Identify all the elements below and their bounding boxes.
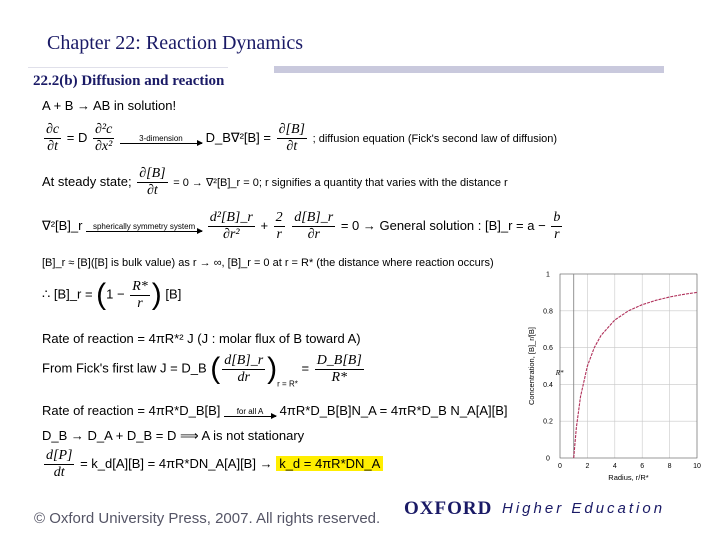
x-axis-label: Radius, r/R* [608, 473, 649, 482]
concentration-solution: ∴ [B]_r = (1 − $\frac{R*}{r}$ ) [B] [42, 278, 182, 311]
r-star-annotation: R* [555, 369, 564, 378]
copyright-notice: © Oxford University Press, 2007. All rights reserved. [34, 510, 381, 527]
x-tick-label: 0 [558, 463, 562, 470]
fraction: $\frac{d[B]\_r}{dr}$ [224, 352, 264, 385]
fraction: $\frac{\partial[B]}{\partial t}$ [278, 122, 305, 154]
y-tick-label: 0 [546, 455, 550, 463]
y-tick-label: 1 [546, 271, 550, 279]
section-subtitle: 22.2(b) Diffusion and reaction [33, 73, 225, 89]
fraction: $\frac{D\_B[B]}{R*}$ [316, 352, 362, 385]
publisher-tagline: Higher Education [502, 500, 666, 517]
ficks-first-law: From Fick's first law J = D_B ( $\frac{d[B]\_r}{dr}$ )$_{r = R*}$ = $\frac{D\_B[B]}{R*}$ [42, 352, 362, 389]
x-tick-label: 10 [693, 463, 701, 470]
concentration-chart [523, 266, 713, 490]
y-tick-label: 0.4 [543, 381, 553, 389]
y-tick-label: 0.8 [543, 308, 553, 316]
fraction: $\frac{\text{d²[B]\_r}}{\text{∂r²}}$ [209, 210, 253, 242]
rate-of-reaction-flux: Rate of reaction = 4πR*² J (J : molar flux of B toward A) [42, 331, 361, 346]
fraction: $\frac{\text{∂²c}}{\text{∂x²}}$ [94, 122, 113, 154]
rate-constant-line: $\frac{d[P]}{dt}$ = k_d[A][B] = 4πR*DN_A[A][B] → k_d = 4πR*DN_A [42, 448, 383, 481]
fraction: $\frac{2}{r}$ [275, 210, 283, 242]
y-axis-label: Concentration, [B]_r/[B] [527, 327, 536, 405]
x-tick-label: 4 [612, 463, 617, 470]
boundary-conditions: [B]_r ≈ [B]([B] is bulk value) as r → ∞, [B]_r = 0 at r = R* (the distance where reaction occurs) [42, 257, 494, 269]
arrow-3d: 3-dimension [120, 134, 202, 144]
general-solution-line: ∇²[B]_r spherically symmetry system $\frac{\text{d²[B]\_r}}{\text{∂r²}}$ + $\frac{2}{r}$ $\frac{d[B]\_r}{\partial r}$ = 0 → General solution : [B]_r = a − $\frac{b}{r}$ [42, 210, 561, 242]
steady-state-line: At steady state; $\frac{\partial[B]}{\partial t}$ = 0 → ∇²[B]_r = 0; r signifies a quantity that varies with the distance r [42, 166, 508, 198]
fraction: $\frac{d[P]}{dt}$ [46, 448, 73, 480]
fraction: $\frac{R*}{r}$ [132, 278, 148, 311]
slide-title: Chapter 22: Reaction Dynamics [47, 32, 304, 54]
y-tick-label: 0.6 [543, 345, 553, 353]
highlighted-result: k_d = 4πR*DN_A [276, 456, 383, 471]
fraction: $\frac{\partial[B]}{\partial t}$ [139, 166, 166, 198]
arrow-for-all-a: for all A [224, 407, 276, 417]
diffusion-sum: D_B → D_A + D_B = D ⟹ A is not stationary [42, 428, 305, 443]
plot-frame [560, 274, 697, 458]
fraction: $\frac{b}{r}$ [553, 210, 561, 242]
concentration-curve [574, 292, 697, 458]
arrow-spherical: spherically symmetry system [86, 222, 202, 232]
diffusion-equation: $\frac{\partial c}{\partial t}$ = D $\frac{\text{∂²c}}{\text{∂x²}}$ 3-dimension D_B∇²[B] = $\frac{\partial[B]}{\partial t}$ ; diffusion equation (Fick's second law of diffusion) [46, 122, 558, 154]
publisher-logo: OXFORD [404, 498, 493, 519]
rate-for-all-a: Rate of reaction = 4πR*D_B[B] for all A 4πR*D_B[B]N_A = 4πR*D_B N_A[A][B] [42, 403, 508, 418]
x-tick-label: 8 [667, 463, 672, 470]
fraction: $\frac{d[B]\_r}{\partial r}$ [294, 210, 334, 242]
fraction: $\frac{\partial c}{\partial t}$ [46, 122, 60, 154]
x-tick-label: 6 [640, 463, 645, 470]
reaction-statement: A + B → AB in solution! [42, 98, 177, 113]
y-tick-label: 0.2 [543, 418, 553, 426]
x-tick-label: 2 [585, 463, 590, 470]
